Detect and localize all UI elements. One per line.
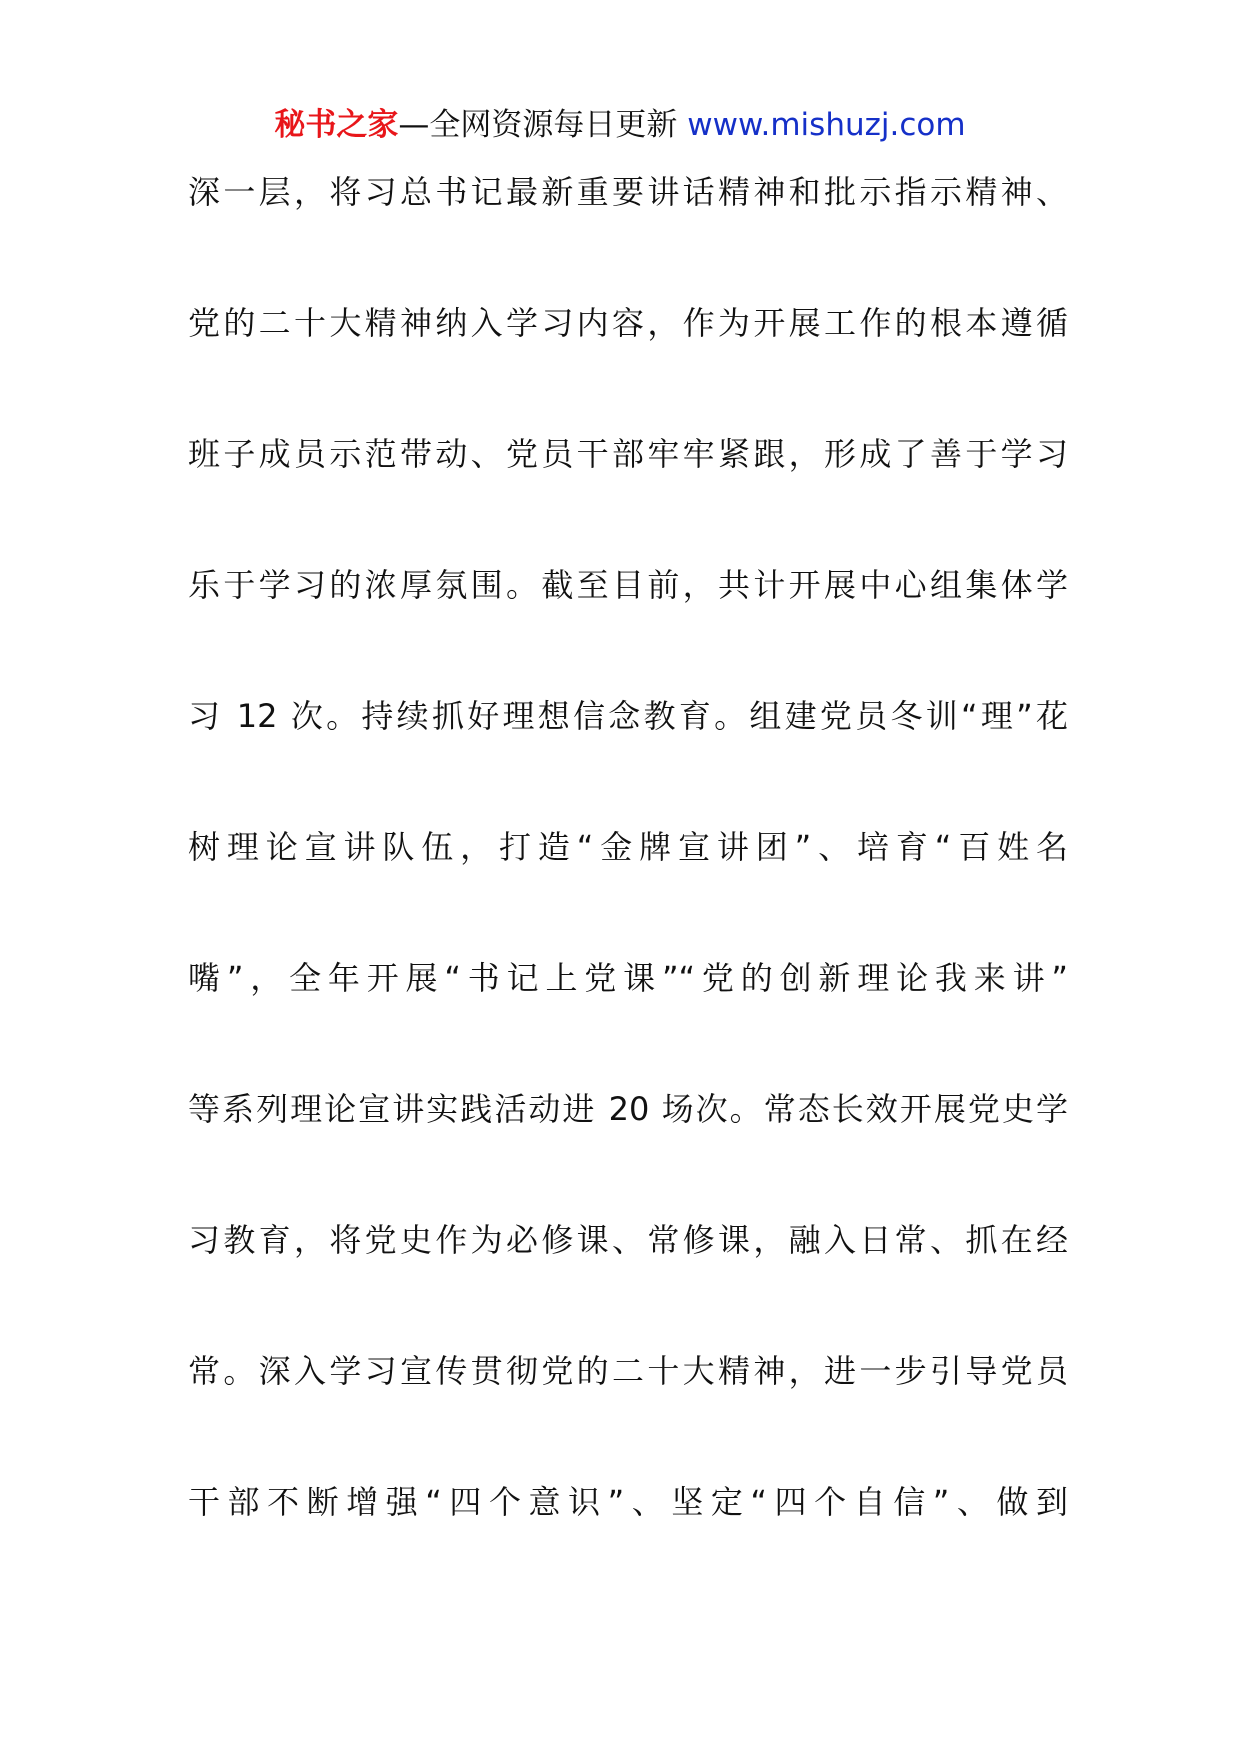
text-line: 习教育，将党史作为必修课、常修课，融入日常、抓在经 — [188, 1221, 1068, 1259]
text-line: 深一层，将习总书记最新重要讲话精神和批示指示精神、 — [188, 173, 1068, 211]
text-line: 嘴”，全年开展“书记上党课”“党的创新理论我来讲” — [188, 959, 1068, 997]
text-line: 党的二十大精神纳入学习内容，作为开展工作的根本遵循 — [188, 304, 1068, 342]
brand-name: 秘书之家 — [274, 107, 399, 143]
text-line: 班子成员示范带动、党员干部牢牢紧跟，形成了善于学习 — [188, 435, 1068, 473]
document-body — [188, 162, 1068, 1603]
text-line: 习 12 次。持续抓好理想信念教育。组建党员冬训“理”花 — [188, 697, 1068, 735]
text-line: 树理论宣讲队伍，打造“金牌宣讲团”、培育“百姓名 — [188, 828, 1068, 866]
text-line: 干部不断增强“四个意识”、坚定“四个自信”、做到 — [188, 1483, 1068, 1521]
text-line: 乐于学习的浓厚氛围。截至目前，共计开展中心组集体学 — [188, 566, 1068, 604]
site-url[interactable]: www.mishuzj.com — [687, 107, 966, 143]
text-line: 等系列理论宣讲实践活动进 20 场次。常态长效开展党史学 — [188, 1090, 1068, 1128]
header-tagline: —全网资源每日更新 — [398, 107, 678, 143]
page-header — [0, 100, 1240, 150]
text-line: 常。深入学习宣传贯彻党的二十大精神，进一步引导党员 — [188, 1352, 1068, 1390]
